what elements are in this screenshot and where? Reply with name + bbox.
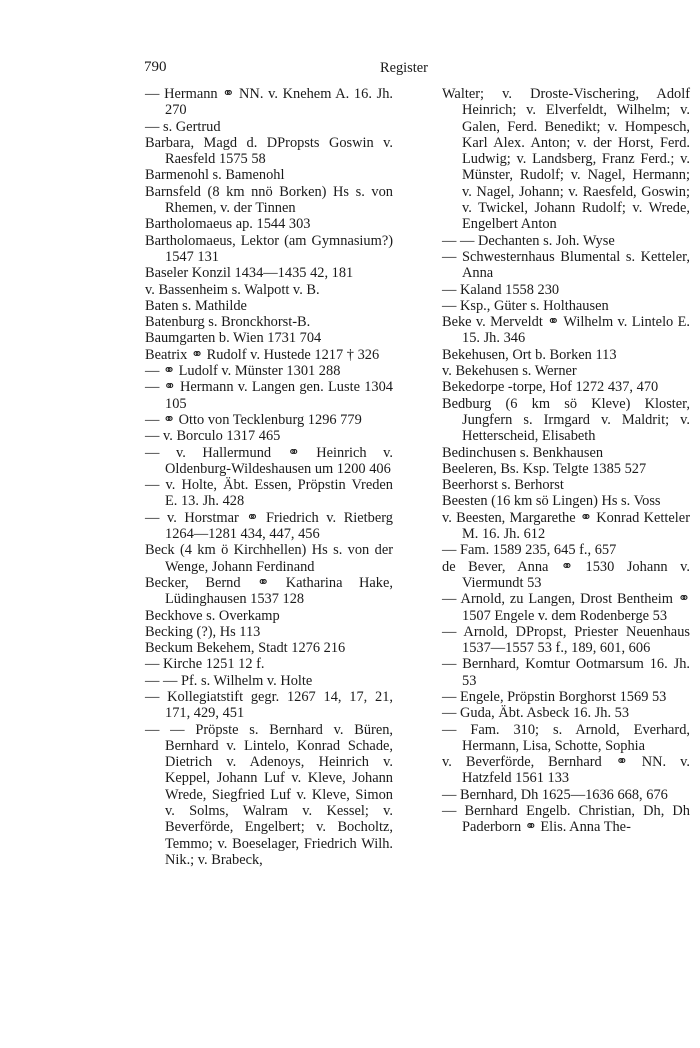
index-entry: — v. Horstmar ⚭ Friedrich v. Rietberg 1264—1281 434, 447, 456 [145,509,393,543]
index-entry: v. Bekehusen s. Werner [442,363,577,380]
page-number: 790 [144,59,167,75]
index-entry: — Fam. 310; s. Arnold, Everhard, Hermann, Lisa, Schotte, Sophia [442,721,690,754]
index-entry: Bartholomaeus ap. 1544 303 [145,216,311,233]
index-entry: Beke v. Merveldt ⚭ Wilhelm v. Lintelo E. 15. Jh. 346 [442,314,690,347]
index-entry: Beckum Bekehem, Stadt 1276 216 [145,640,346,657]
index-entry: — — Pröpste s. Bernhard v. Büren, Bernhard v. Lintelo, Konrad Schade, Dietrich v. Adenoys, Heinrich v. Keppel, Johann Luf v. Kleve, Johann Wrede, Siegfried Luf v. Kleve, Simon v. Solms, Walram v. Kessel; v. Beverförde, Engelbert; v. Bocholtz, Temmo; v. Boeselager, Friedrich Wilh. Nik.; v. Brabeck, [145,721,393,868]
index-entry: Baumgarten b. Wien 1731 704 [145,330,322,347]
index-entry: Bekehusen, Ort b. Borken 113 [442,346,617,363]
index-entry: — ⚭ Ludolf v. Münster 1301 288 [145,363,341,380]
index-entry: Beeleren, Bs. Ksp. Telgte 1385 527 [442,460,647,477]
index-entry: — v. Hallermund ⚭ Heinrich v. Oldenburg-Wildeshausen um 1200 406 [145,444,393,477]
index-entry: — Engele, Pröpstin Borghorst 1569 53 [442,688,667,705]
index-entry: — Arnold, zu Langen, Drost Bentheim ⚭ 1507 Engele v. dem Rodenberge 53 [442,591,690,624]
index-entry: Beerhorst s. Berhorst [442,477,564,494]
index-entry: — v. Holte, Äbt. Essen, Pröpstin Vreden E. 13. Jh. 428 [145,477,393,510]
index-entry: — Kirche 1251 12 f. [145,656,265,673]
index-entry: Baten s. Mathilde [145,297,247,314]
index-entry: Becker, Bernd ⚭ Katharina Hake, Lüdinghausen 1537 128 [145,574,393,608]
index-entry: Barmenohl s. Bamenohl [145,167,285,184]
index-entry: Batenburg s. Bronckhorst-B. [145,314,311,331]
index-entry: Baseler Konzil 1434—1435 42, 181 [145,265,354,282]
index-entry: Beesten (16 km sö Lingen) Hs s. Voss [442,493,661,510]
index-entry: — Ksp., Güter s. Holthausen [442,297,609,314]
index-entry: — Kollegiatstift gegr. 1267 14, 17, 21, 171, 429, 451 [145,688,393,722]
index-entry: — Arnold, DPropst, Priester Neuenhaus 1537—1557 53 f., 189, 601, 606 [442,623,690,657]
index-entry: — ⚭ Hermann v. Langen gen. Luste 1304 105 [145,379,393,412]
index-entry: Barbara, Magd d. DPropsts Goswin v. Raesfeld 1575 58 [145,134,393,168]
index-entry: — Guda, Äbt. Asbeck 16. Jh. 53 [442,705,630,722]
index-entry: Becking (?), Hs 113 [145,623,261,640]
index-entry: — Bernhard Engelb. Christian, Dh, Dh Paderborn ⚭ Elis. Anna The- [442,803,690,836]
index-entry: — — Dechanten s. Joh. Wyse [442,232,615,249]
index-entry: Beck (4 km ö Kirchhellen) Hs s. von der Wenge, Johann Ferdinand [145,542,393,575]
index-entry: Bekedorpe -torpe, Hof 1272 437, 470 [442,379,659,396]
index-entry: Beckhove s. Overkamp [145,607,280,624]
index-entry: v. Beesten, Margarethe ⚭ Konrad Ketteler M. 16. Jh. 612 [442,509,690,543]
index-entry: Beatrix ⚭ Rudolf v. Hustede 1217 † 326 [145,346,380,363]
index-entry: — s. Gertrud [145,118,221,135]
index-entry: — — Pf. s. Wilhelm v. Holte [145,672,313,689]
index-entry: Bartholomaeus, Lektor (am Gymnasium?) 1547 131 [145,232,393,265]
index-entry: — Hermann ⚭ NN. v. Knehem A. 16. Jh. 270 [145,86,393,119]
index-entry: Bedinchusen s. Benkhausen [442,444,604,461]
right-column [442,86,690,836]
running-head: Register [380,60,428,76]
index-entry: Barnsfeld (8 km nnö Borken) Hs s. von Rhemen, v. der Tinnen [145,183,393,217]
left-column [145,86,393,868]
index-entry: — v. Borculo 1317 465 [145,428,281,445]
index-entry: Walter; v. Droste-Vischering, Adolf Heinrich; v. Elverfeldt, Wilhelm; v. Galen, Ferd. Benedikt; v. Hompesch, Karl Alex. Anton; v. der Horst, Ferd. Ludwig; v. Landsberg, Franz Ferd.; v. Münster, Rudolf; v. Nagel, Hermann; v. Nagel, Johann; v. Raesfeld, Goswin; v. Twickel, Johann Rudolf; v. Wrede, Engelbert Anton [442,86,690,233]
index-entry: de Bever, Anna ⚭ 1530 Johann v. Viermundt 53 [442,558,690,591]
index-entry: — Schwesternhaus Blumental s. Ketteler, Anna [442,248,690,282]
index-entry: — Bernhard, Komtur Ootmarsum 16. Jh. 53 [442,656,690,689]
index-entry: — ⚭ Otto von Tecklenburg 1296 779 [145,411,362,428]
index-entry: v. Beverförde, Bernhard ⚭ NN. v. Hatzfeld 1561 133 [442,754,690,787]
index-entry: — Fam. 1589 235, 645 f., 657 [442,542,617,559]
index-entry: — Kaland 1558 230 [442,281,560,298]
index-entry: v. Bassenheim s. Walpott v. B. [145,281,320,298]
index-entry: — Bernhard, Dh 1625—1636 668, 676 [442,786,668,803]
index-entry: Bedburg (6 km sö Kleve) Kloster, Jungfern s. Irmgard v. Maldrit; v. Hetterscheid, Elisabeth [442,395,690,445]
